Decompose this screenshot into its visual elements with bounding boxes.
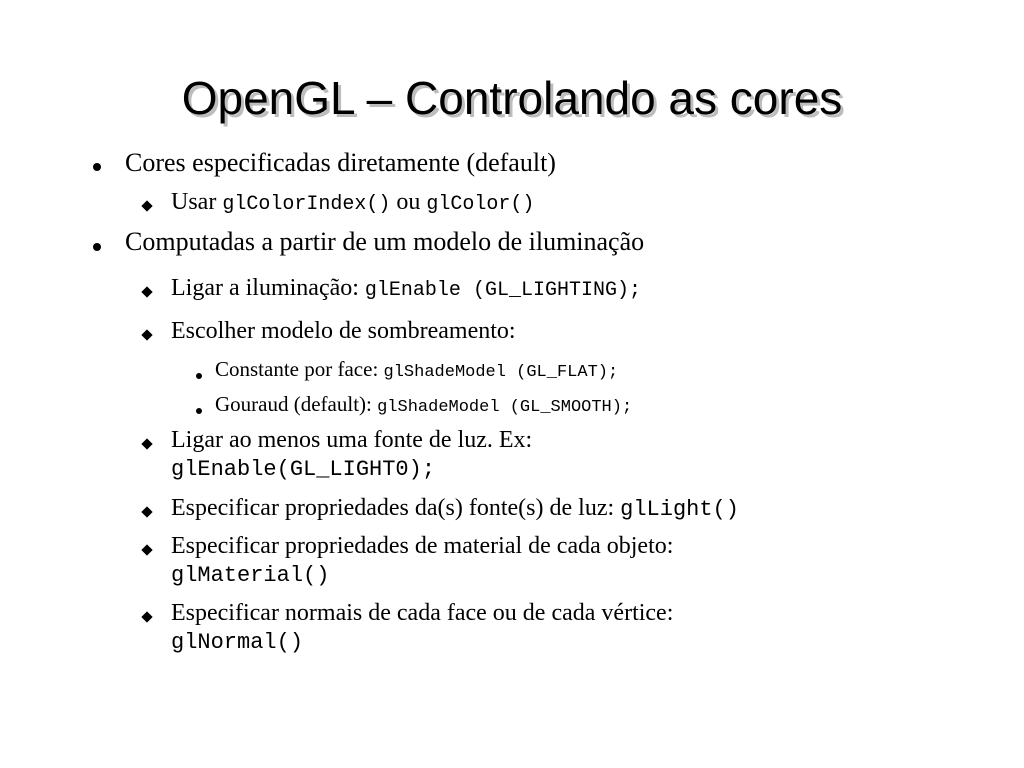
list-item bbox=[125, 226, 644, 258]
list-item bbox=[171, 316, 516, 346]
code-snippet: glShadeModel (GL_FLAT); bbox=[383, 363, 619, 382]
slide-title: OpenGL – Controlando as cores bbox=[181, 72, 843, 124]
bullet-dot-icon bbox=[196, 366, 202, 384]
list-item bbox=[215, 356, 618, 386]
code-snippet: glNormal() bbox=[171, 630, 304, 655]
item-text: Especificar propriedades da(s) fonte(s) de luz: bbox=[171, 495, 621, 521]
list-item bbox=[171, 493, 739, 525]
code-snippet: glLight() bbox=[620, 497, 739, 522]
code-snippet: glShadeModel (GL_SMOOTH); bbox=[377, 398, 633, 417]
list-item bbox=[171, 425, 532, 455]
list-item bbox=[171, 273, 641, 306]
item-text: Escolher modelo de sombreamento: bbox=[171, 318, 516, 344]
bullet-diamond-icon bbox=[143, 326, 151, 344]
bullet-diamond-icon bbox=[143, 541, 151, 559]
code-snippet: glEnable(GL_LIGHT0); bbox=[171, 457, 436, 482]
item-text: Especificar propriedades de material de cada objeto: bbox=[171, 533, 674, 559]
bullet-dot-icon bbox=[196, 401, 202, 419]
code-snippet: glColor() bbox=[426, 193, 535, 216]
bullet-diamond-icon bbox=[143, 435, 151, 453]
item-text: Cores especificadas diretamente (default) bbox=[125, 148, 556, 177]
list-item bbox=[171, 598, 673, 628]
item-text: Usar bbox=[171, 189, 223, 215]
item-text: Ligar a iluminação: bbox=[171, 275, 365, 301]
item-text: Constante por face: bbox=[215, 357, 384, 381]
item-text: Computadas a partir de um modelo de iluminação bbox=[125, 227, 645, 256]
list-item bbox=[171, 531, 673, 561]
item-text: Especificar normais de cada face ou de cada vértice: bbox=[171, 600, 674, 626]
bullet-dot-icon bbox=[93, 158, 101, 176]
bullet-diamond-icon bbox=[143, 197, 151, 215]
code-snippet: glMaterial() bbox=[171, 563, 330, 588]
bullet-diamond-icon bbox=[143, 608, 151, 626]
bullet-diamond-icon bbox=[143, 503, 151, 521]
list-item bbox=[171, 187, 534, 220]
item-text: Gouraud (default): bbox=[215, 392, 378, 416]
bullet-diamond-icon bbox=[143, 283, 151, 301]
item-text: Ligar ao menos uma fonte de luz. Ex: bbox=[171, 427, 533, 453]
code-snippet: glColorIndex() bbox=[222, 193, 391, 216]
list-item bbox=[215, 391, 632, 421]
bullet-dot-icon bbox=[93, 238, 101, 256]
code-snippet: glEnable (GL_LIGHTING); bbox=[364, 279, 641, 302]
item-text: ou bbox=[390, 189, 427, 215]
list-item bbox=[125, 147, 556, 179]
